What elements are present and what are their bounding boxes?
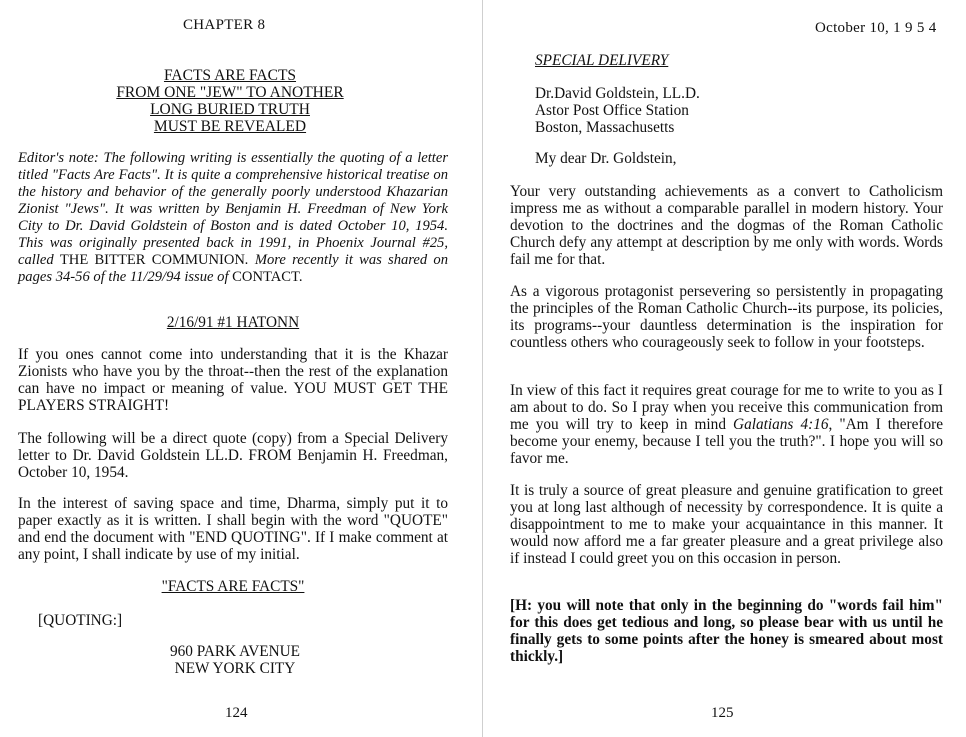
delivery-method: SPECIAL DELIVERY [535, 52, 669, 69]
scripture-reference: Galatians 4:16 [733, 416, 829, 433]
sender-address [120, 643, 350, 677]
paragraph: Your very outstanding achievements as a convert to Catholicism impress me as without a comparable parallel in modern history. Your devotion to the doctrines and the dogmas of the Roman Catholic Church defy any attempt at description by me only with words. Words fail me for that. [510, 183, 943, 268]
address-line: Dr.David Goldstein, LL.D. [535, 85, 700, 102]
address-line: NEW YORK CITY [174, 660, 296, 677]
journal-title: THE BITTER COMMUNION [59, 252, 245, 268]
quote-title: "FACTS ARE FACTS" [161, 578, 305, 595]
title-line: LONG BURIED TRUTH [150, 101, 310, 118]
para-text: In view of this fact it requires great courage for me to write to you as I am about to do. So I pray when you receive this communication from me you will try to keep in mind [510, 382, 943, 433]
paragraph: In the interest of saving space and time, Dharma, simply put it to paper exactly as it is written. I shall begin with the word "QUOTE" and end the document with "END QUOTING". If I make comment at any point, I shall indicate by use of my initial. [18, 495, 448, 563]
address-line: Astor Post Office Station [535, 102, 689, 119]
title-line: MUST BE REVEALED [153, 118, 307, 135]
paragraph: If you ones cannot come into understanding that it is the Khazar Zionists who have you by the throat--then the rest of the explanation can have no impact or meaning of value. YOU MUST GET THE PLAYERS STRAIGHT! [18, 346, 448, 414]
left-page [0, 0, 482, 737]
quoting-marker: [QUOTING:] [38, 612, 123, 629]
recipient-address [535, 85, 700, 136]
editors-note [18, 150, 448, 286]
note-end: . [298, 269, 303, 285]
salutation: My dear Dr. Goldstein, [535, 150, 677, 167]
address-line: 960 PARK AVENUE [169, 643, 301, 660]
paragraph: The following will be a direct quote (copy) from a Special Delivery letter to Dr. David Goldstein LL.D. FROM Benjamin H. Freedman, October 10, 1954. [18, 430, 448, 481]
paragraph: It is truly a source of great pleasure and genuine gratification to greet you at long last although of necessity by correspondence. It is quite a disappointment to me to make your acquaintance in this manner. It would now afford me a far greater pleasure and a great privilege also if instead I could greet you on this occasion in person. [510, 482, 943, 567]
date-heading: 2/16/91 #1 HATONN [166, 314, 300, 331]
title-line: FACTS ARE FACTS [163, 67, 297, 84]
note-text: Editor's note: The following writing is essentially the quoting of a letter titled "Facts Are Facts". It is quite a comprehensive historical treatise on the history and behavior of the generally poorly understood Khazarian Zionist "Jews". It was written by Benjamin H. Freedman of New York City to Dr. David Goldstein of Boston and is dated October 10, 1954. This was originally presented back in 1991, in Phoenix Journal #25, called [18, 150, 448, 268]
page-number: 124 [225, 705, 248, 721]
para-text: , "Am I therefore become your enemy, because I tell you the truth?". I hope you will so favor me. [510, 416, 943, 467]
running-head: CHAPTER 8 [183, 17, 266, 33]
title-line: FROM ONE "JEW" TO ANOTHER [116, 84, 344, 101]
chapter-title [60, 67, 400, 135]
note-text: . More recently it was shared on pages 34-56 of the 11/29/94 issue of [18, 252, 448, 285]
paragraph: As a vigorous protagonist persevering so persistently in propagating the principles of the Roman Catholic Church--its purpose, its policies, its programs--your dauntless determination is the inspiration for countless others who courageously seek to follow in your footsteps. [510, 283, 943, 351]
paragraph [510, 382, 943, 467]
right-page [483, 0, 966, 737]
magazine-title: CONTACT [232, 269, 299, 285]
page-number: 125 [711, 705, 734, 721]
address-line: Boston, Massachusetts [535, 119, 675, 136]
letter-date: October 10, 1 9 5 4 [815, 20, 937, 36]
editor-comment: [H: you will note that only in the beginning do "words fail him" for this does get tedious and long, so please bear with us until he finally gets to some points after the honey is smeared about most thickly.] [510, 597, 943, 665]
